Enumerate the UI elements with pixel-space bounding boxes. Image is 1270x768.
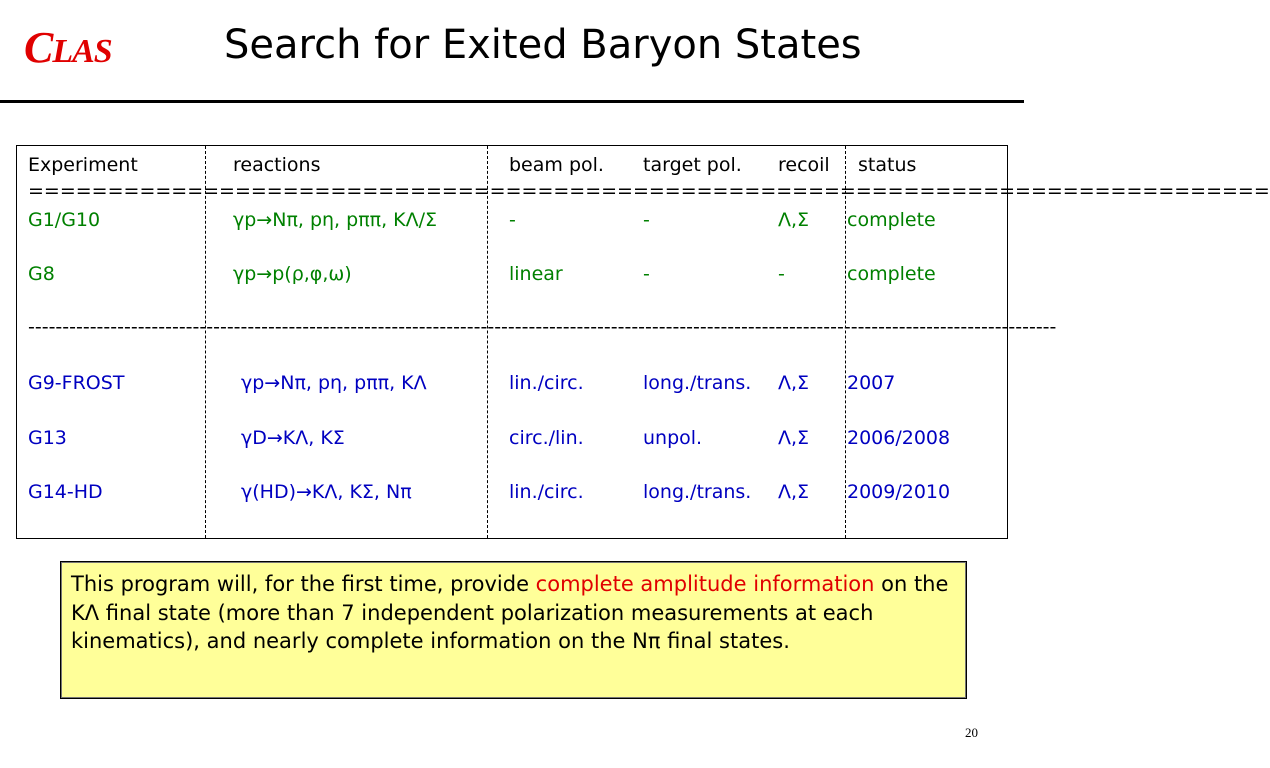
column-divider xyxy=(487,146,488,538)
row-g14-experiment: G14-HD xyxy=(28,481,103,503)
row-g9-target: long./trans. xyxy=(643,372,752,394)
note-text-start: This program will, for the first time, provide xyxy=(71,572,536,596)
row-g13-experiment: G13 xyxy=(28,427,67,449)
row-g14-recoil: Λ,Σ xyxy=(778,481,810,503)
summary-note xyxy=(60,561,967,699)
row-g13-status: 2006/2008 xyxy=(847,427,951,449)
page-number: 20 xyxy=(965,725,978,740)
header-experiment: Experiment xyxy=(28,154,138,176)
title-divider xyxy=(0,100,1024,103)
logo-rest: LAS xyxy=(52,33,112,70)
row-g9-reactions: γp→Nπ, pη, pππ, KΛ xyxy=(241,372,427,394)
row-g1g10-target: - xyxy=(643,209,650,231)
row-g14-beam: lin./circ. xyxy=(509,481,584,503)
header-recoil: recoil xyxy=(778,154,830,176)
row-g9-recoil: Λ,Σ xyxy=(778,372,810,394)
header-target-pol: target pol. xyxy=(643,154,742,176)
row-g14-status: 2009/2010 xyxy=(847,481,951,503)
row-g13-target: unpol. xyxy=(643,427,703,449)
row-g8-recoil: - xyxy=(778,263,785,285)
note-text-end: on the KΛ final state (more than 7 independent polarization measurements at each kinematics), and nearly complete information on the Nπ final states. xyxy=(71,572,949,653)
row-g1g10-recoil: Λ,Σ xyxy=(778,209,810,231)
clas-logo xyxy=(24,22,112,73)
row-g8-beam: linear xyxy=(509,263,563,285)
row-g1g10-beam: - xyxy=(509,209,516,231)
header-beam-pol: beam pol. xyxy=(509,154,604,176)
row-g8-experiment: G8 xyxy=(28,263,55,285)
experiments-table xyxy=(16,145,1270,539)
row-g9-status: 2007 xyxy=(847,372,896,394)
note-highlight: complete amplitude information xyxy=(535,572,875,596)
logo-first-letter: C xyxy=(24,23,53,72)
column-divider xyxy=(845,146,846,538)
header-status: status xyxy=(858,154,917,176)
row-g1g10-experiment: G1/G10 xyxy=(28,209,101,231)
header-reactions: reactions xyxy=(233,154,321,176)
row-g9-beam: lin./circ. xyxy=(509,372,584,394)
row-g14-reactions: γ(HD)→KΛ, KΣ, Nπ xyxy=(241,481,412,503)
row-g14-target: long./trans. xyxy=(643,481,752,503)
double-rule: ============================================================================== xyxy=(28,180,1270,202)
row-g8-reactions: γp→p(ρ,φ,ω) xyxy=(233,263,352,285)
single-rule: ------------------------------------------------------------------------------------------------------------------------------------------------------ xyxy=(28,316,1057,338)
row-g13-recoil: Λ,Σ xyxy=(778,427,810,449)
row-g1g10-reactions: γp→Nπ, pη, pππ, KΛ/Σ xyxy=(233,209,438,231)
row-g8-target: - xyxy=(643,263,650,285)
slide-title: Search for Exited Baryon States xyxy=(224,22,862,68)
row-g13-reactions: γD→KΛ, KΣ xyxy=(241,427,345,449)
row-g13-beam: circ./lin. xyxy=(509,427,584,449)
column-divider xyxy=(205,146,206,538)
row-g8-status: complete xyxy=(847,263,936,285)
row-g1g10-status: complete xyxy=(847,209,936,231)
row-g9-experiment: G9-FROST xyxy=(28,372,125,394)
